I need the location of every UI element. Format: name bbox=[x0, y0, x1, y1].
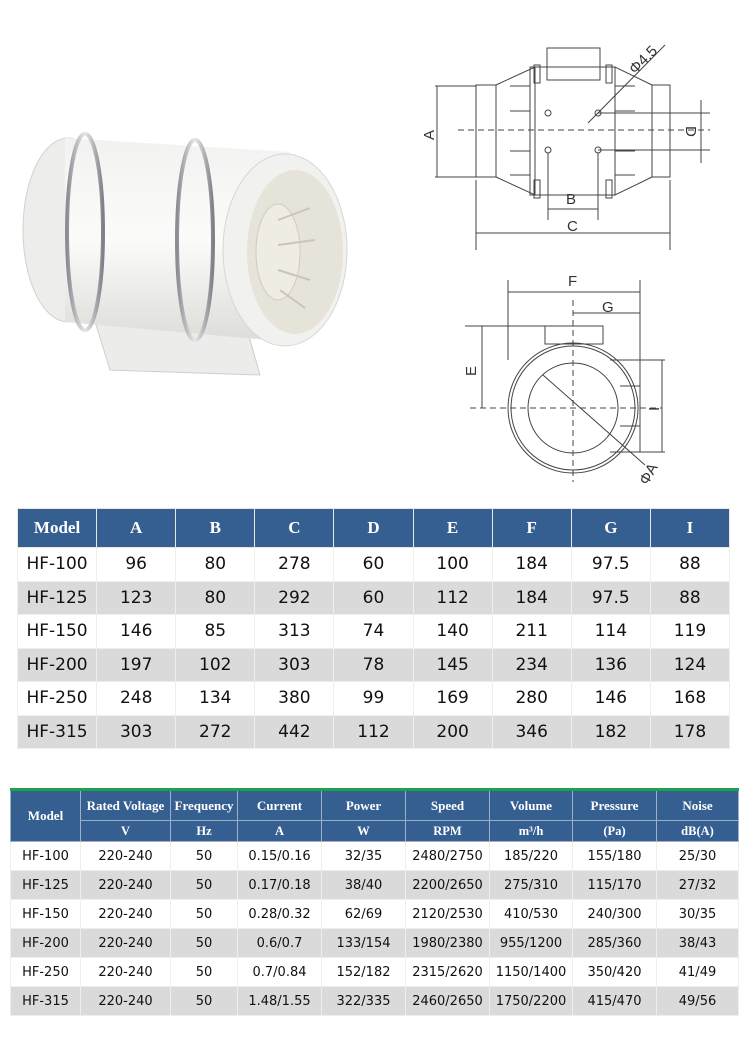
value-cell: 322/335 bbox=[322, 987, 406, 1016]
header-model: Model bbox=[11, 790, 81, 842]
label-i: I bbox=[646, 406, 663, 411]
header-c: C bbox=[255, 509, 334, 548]
value-cell: 38/43 bbox=[657, 929, 739, 958]
model-cell: HF-150 bbox=[18, 615, 97, 649]
value-cell: 303 bbox=[255, 648, 334, 682]
product-photo-inline-duct-fan bbox=[10, 80, 390, 400]
value-cell: 182 bbox=[571, 715, 650, 749]
performance-header-row bbox=[11, 790, 739, 821]
unit-current: A bbox=[238, 821, 322, 842]
model-cell: HF-150 bbox=[11, 900, 81, 929]
value-cell: 0.28/0.32 bbox=[238, 900, 322, 929]
value-cell: 74 bbox=[334, 615, 413, 649]
header-volume: Volume bbox=[490, 790, 573, 821]
value-cell: 88 bbox=[650, 581, 729, 615]
value-cell: 184 bbox=[492, 581, 571, 615]
value-cell: 112 bbox=[413, 581, 492, 615]
label-g: G bbox=[602, 299, 614, 316]
value-cell: 169 bbox=[413, 682, 492, 716]
side-view-drawing bbox=[410, 20, 730, 260]
value-cell: 272 bbox=[176, 715, 255, 749]
table-row bbox=[11, 900, 739, 929]
model-cell: HF-200 bbox=[18, 648, 97, 682]
model-cell: HF-100 bbox=[11, 842, 81, 871]
dimensions-table-body bbox=[18, 548, 730, 749]
value-cell: 303 bbox=[97, 715, 176, 749]
header-e: E bbox=[413, 509, 492, 548]
model-cell: HF-200 bbox=[11, 929, 81, 958]
value-cell: 1150/1400 bbox=[490, 958, 573, 987]
table-row bbox=[11, 871, 739, 900]
value-cell: 442 bbox=[255, 715, 334, 749]
header-a: A bbox=[97, 509, 176, 548]
value-cell: 146 bbox=[571, 682, 650, 716]
value-cell: 220-240 bbox=[81, 929, 171, 958]
value-cell: 80 bbox=[176, 548, 255, 582]
front-view-drawing bbox=[450, 260, 700, 500]
value-cell: 62/69 bbox=[322, 900, 406, 929]
header-pressure: Pressure bbox=[573, 790, 657, 821]
unit-volume: m³/h bbox=[490, 821, 573, 842]
value-cell: 0.7/0.84 bbox=[238, 958, 322, 987]
value-cell: 88 bbox=[650, 548, 729, 582]
unit-power: W bbox=[322, 821, 406, 842]
value-cell: 85 bbox=[176, 615, 255, 649]
unit-speed: RPM bbox=[406, 821, 490, 842]
value-cell: 200 bbox=[413, 715, 492, 749]
value-cell: 50 bbox=[171, 842, 238, 871]
value-cell: 119 bbox=[650, 615, 729, 649]
value-cell: 60 bbox=[334, 581, 413, 615]
value-cell: 99 bbox=[334, 682, 413, 716]
header-model: Model bbox=[18, 509, 97, 548]
header-current: Current bbox=[238, 790, 322, 821]
value-cell: 220-240 bbox=[81, 900, 171, 929]
model-cell: HF-125 bbox=[18, 581, 97, 615]
value-cell: 0.15/0.16 bbox=[238, 842, 322, 871]
table-row bbox=[11, 958, 739, 987]
value-cell: 185/220 bbox=[490, 842, 573, 871]
value-cell: 155/180 bbox=[573, 842, 657, 871]
value-cell: 2315/2620 bbox=[406, 958, 490, 987]
value-cell: 60 bbox=[334, 548, 413, 582]
value-cell: 32/35 bbox=[322, 842, 406, 871]
header-rated-voltage: Rated Voltage bbox=[81, 790, 171, 821]
value-cell: 178 bbox=[650, 715, 729, 749]
value-cell: 112 bbox=[334, 715, 413, 749]
table-row bbox=[11, 987, 739, 1016]
label-d: D bbox=[682, 126, 699, 137]
header-d: D bbox=[334, 509, 413, 548]
header-speed: Speed bbox=[406, 790, 490, 821]
value-cell: 275/310 bbox=[490, 871, 573, 900]
value-cell: 0.17/0.18 bbox=[238, 871, 322, 900]
performance-table bbox=[10, 788, 739, 1016]
table-row bbox=[18, 715, 730, 749]
table-row bbox=[11, 842, 739, 871]
value-cell: 25/30 bbox=[657, 842, 739, 871]
value-cell: 0.6/0.7 bbox=[238, 929, 322, 958]
value-cell: 97.5 bbox=[571, 548, 650, 582]
value-cell: 30/35 bbox=[657, 900, 739, 929]
unit-frequency: Hz bbox=[171, 821, 238, 842]
header-noise: Noise bbox=[657, 790, 739, 821]
value-cell: 78 bbox=[334, 648, 413, 682]
label-e: E bbox=[463, 365, 480, 376]
table-row bbox=[18, 548, 730, 582]
value-cell: 2120/2530 bbox=[406, 900, 490, 929]
value-cell: 346 bbox=[492, 715, 571, 749]
value-cell: 197 bbox=[97, 648, 176, 682]
performance-table-body bbox=[11, 842, 739, 1016]
value-cell: 41/49 bbox=[657, 958, 739, 987]
label-a: A bbox=[421, 129, 438, 140]
dimensions-table bbox=[17, 508, 730, 749]
value-cell: 2460/2650 bbox=[406, 987, 490, 1016]
value-cell: 350/420 bbox=[573, 958, 657, 987]
header-f: F bbox=[492, 509, 571, 548]
table-row bbox=[18, 682, 730, 716]
value-cell: 234 bbox=[492, 648, 571, 682]
label-hole-diameter: Φ4.5 bbox=[625, 42, 662, 78]
header-power: Power bbox=[322, 790, 406, 821]
value-cell: 168 bbox=[650, 682, 729, 716]
value-cell: 220-240 bbox=[81, 842, 171, 871]
model-cell: HF-250 bbox=[11, 958, 81, 987]
value-cell: 2200/2650 bbox=[406, 871, 490, 900]
label-c: C bbox=[567, 218, 578, 235]
value-cell: 80 bbox=[176, 581, 255, 615]
value-cell: 211 bbox=[492, 615, 571, 649]
value-cell: 248 bbox=[97, 682, 176, 716]
value-cell: 50 bbox=[171, 900, 238, 929]
value-cell: 50 bbox=[171, 871, 238, 900]
value-cell: 280 bbox=[492, 682, 571, 716]
value-cell: 220-240 bbox=[81, 987, 171, 1016]
value-cell: 285/360 bbox=[573, 929, 657, 958]
value-cell: 415/470 bbox=[573, 987, 657, 1016]
value-cell: 313 bbox=[255, 615, 334, 649]
unit-voltage: V bbox=[81, 821, 171, 842]
value-cell: 49/56 bbox=[657, 987, 739, 1016]
model-cell: HF-100 bbox=[18, 548, 97, 582]
value-cell: 134 bbox=[176, 682, 255, 716]
table-row bbox=[18, 615, 730, 649]
value-cell: 380 bbox=[255, 682, 334, 716]
value-cell: 220-240 bbox=[81, 958, 171, 987]
value-cell: 50 bbox=[171, 987, 238, 1016]
value-cell: 102 bbox=[176, 648, 255, 682]
value-cell: 184 bbox=[492, 548, 571, 582]
value-cell: 152/182 bbox=[322, 958, 406, 987]
value-cell: 124 bbox=[650, 648, 729, 682]
value-cell: 123 bbox=[97, 581, 176, 615]
table-row bbox=[18, 648, 730, 682]
value-cell: 1.48/1.55 bbox=[238, 987, 322, 1016]
value-cell: 115/170 bbox=[573, 871, 657, 900]
value-cell: 140 bbox=[413, 615, 492, 649]
value-cell: 2480/2750 bbox=[406, 842, 490, 871]
value-cell: 1750/2200 bbox=[490, 987, 573, 1016]
dimensions-header-row bbox=[18, 509, 730, 548]
value-cell: 50 bbox=[171, 929, 238, 958]
model-cell: HF-315 bbox=[18, 715, 97, 749]
table-row bbox=[11, 929, 739, 958]
value-cell: 27/32 bbox=[657, 871, 739, 900]
header-g: G bbox=[571, 509, 650, 548]
value-cell: 133/154 bbox=[322, 929, 406, 958]
performance-units-row bbox=[11, 821, 739, 842]
model-cell: HF-315 bbox=[11, 987, 81, 1016]
model-cell: HF-125 bbox=[11, 871, 81, 900]
value-cell: 97.5 bbox=[571, 581, 650, 615]
value-cell: 145 bbox=[413, 648, 492, 682]
value-cell: 240/300 bbox=[573, 900, 657, 929]
value-cell: 114 bbox=[571, 615, 650, 649]
unit-noise: dB(A) bbox=[657, 821, 739, 842]
value-cell: 100 bbox=[413, 548, 492, 582]
header-frequency: Frequency bbox=[171, 790, 238, 821]
value-cell: 278 bbox=[255, 548, 334, 582]
value-cell: 1980/2380 bbox=[406, 929, 490, 958]
value-cell: 292 bbox=[255, 581, 334, 615]
value-cell: 136 bbox=[571, 648, 650, 682]
label-diameter-a: ΦA bbox=[635, 460, 662, 488]
value-cell: 38/40 bbox=[322, 871, 406, 900]
value-cell: 410/530 bbox=[490, 900, 573, 929]
unit-pressure: (Pa) bbox=[573, 821, 657, 842]
header-i: I bbox=[650, 509, 729, 548]
value-cell: 96 bbox=[97, 548, 176, 582]
header-b: B bbox=[176, 509, 255, 548]
label-b: B bbox=[566, 191, 577, 208]
table-row bbox=[18, 581, 730, 615]
value-cell: 220-240 bbox=[81, 871, 171, 900]
label-f: F bbox=[568, 273, 578, 290]
value-cell: 955/1200 bbox=[490, 929, 573, 958]
model-cell: HF-250 bbox=[18, 682, 97, 716]
value-cell: 146 bbox=[97, 615, 176, 649]
value-cell: 50 bbox=[171, 958, 238, 987]
